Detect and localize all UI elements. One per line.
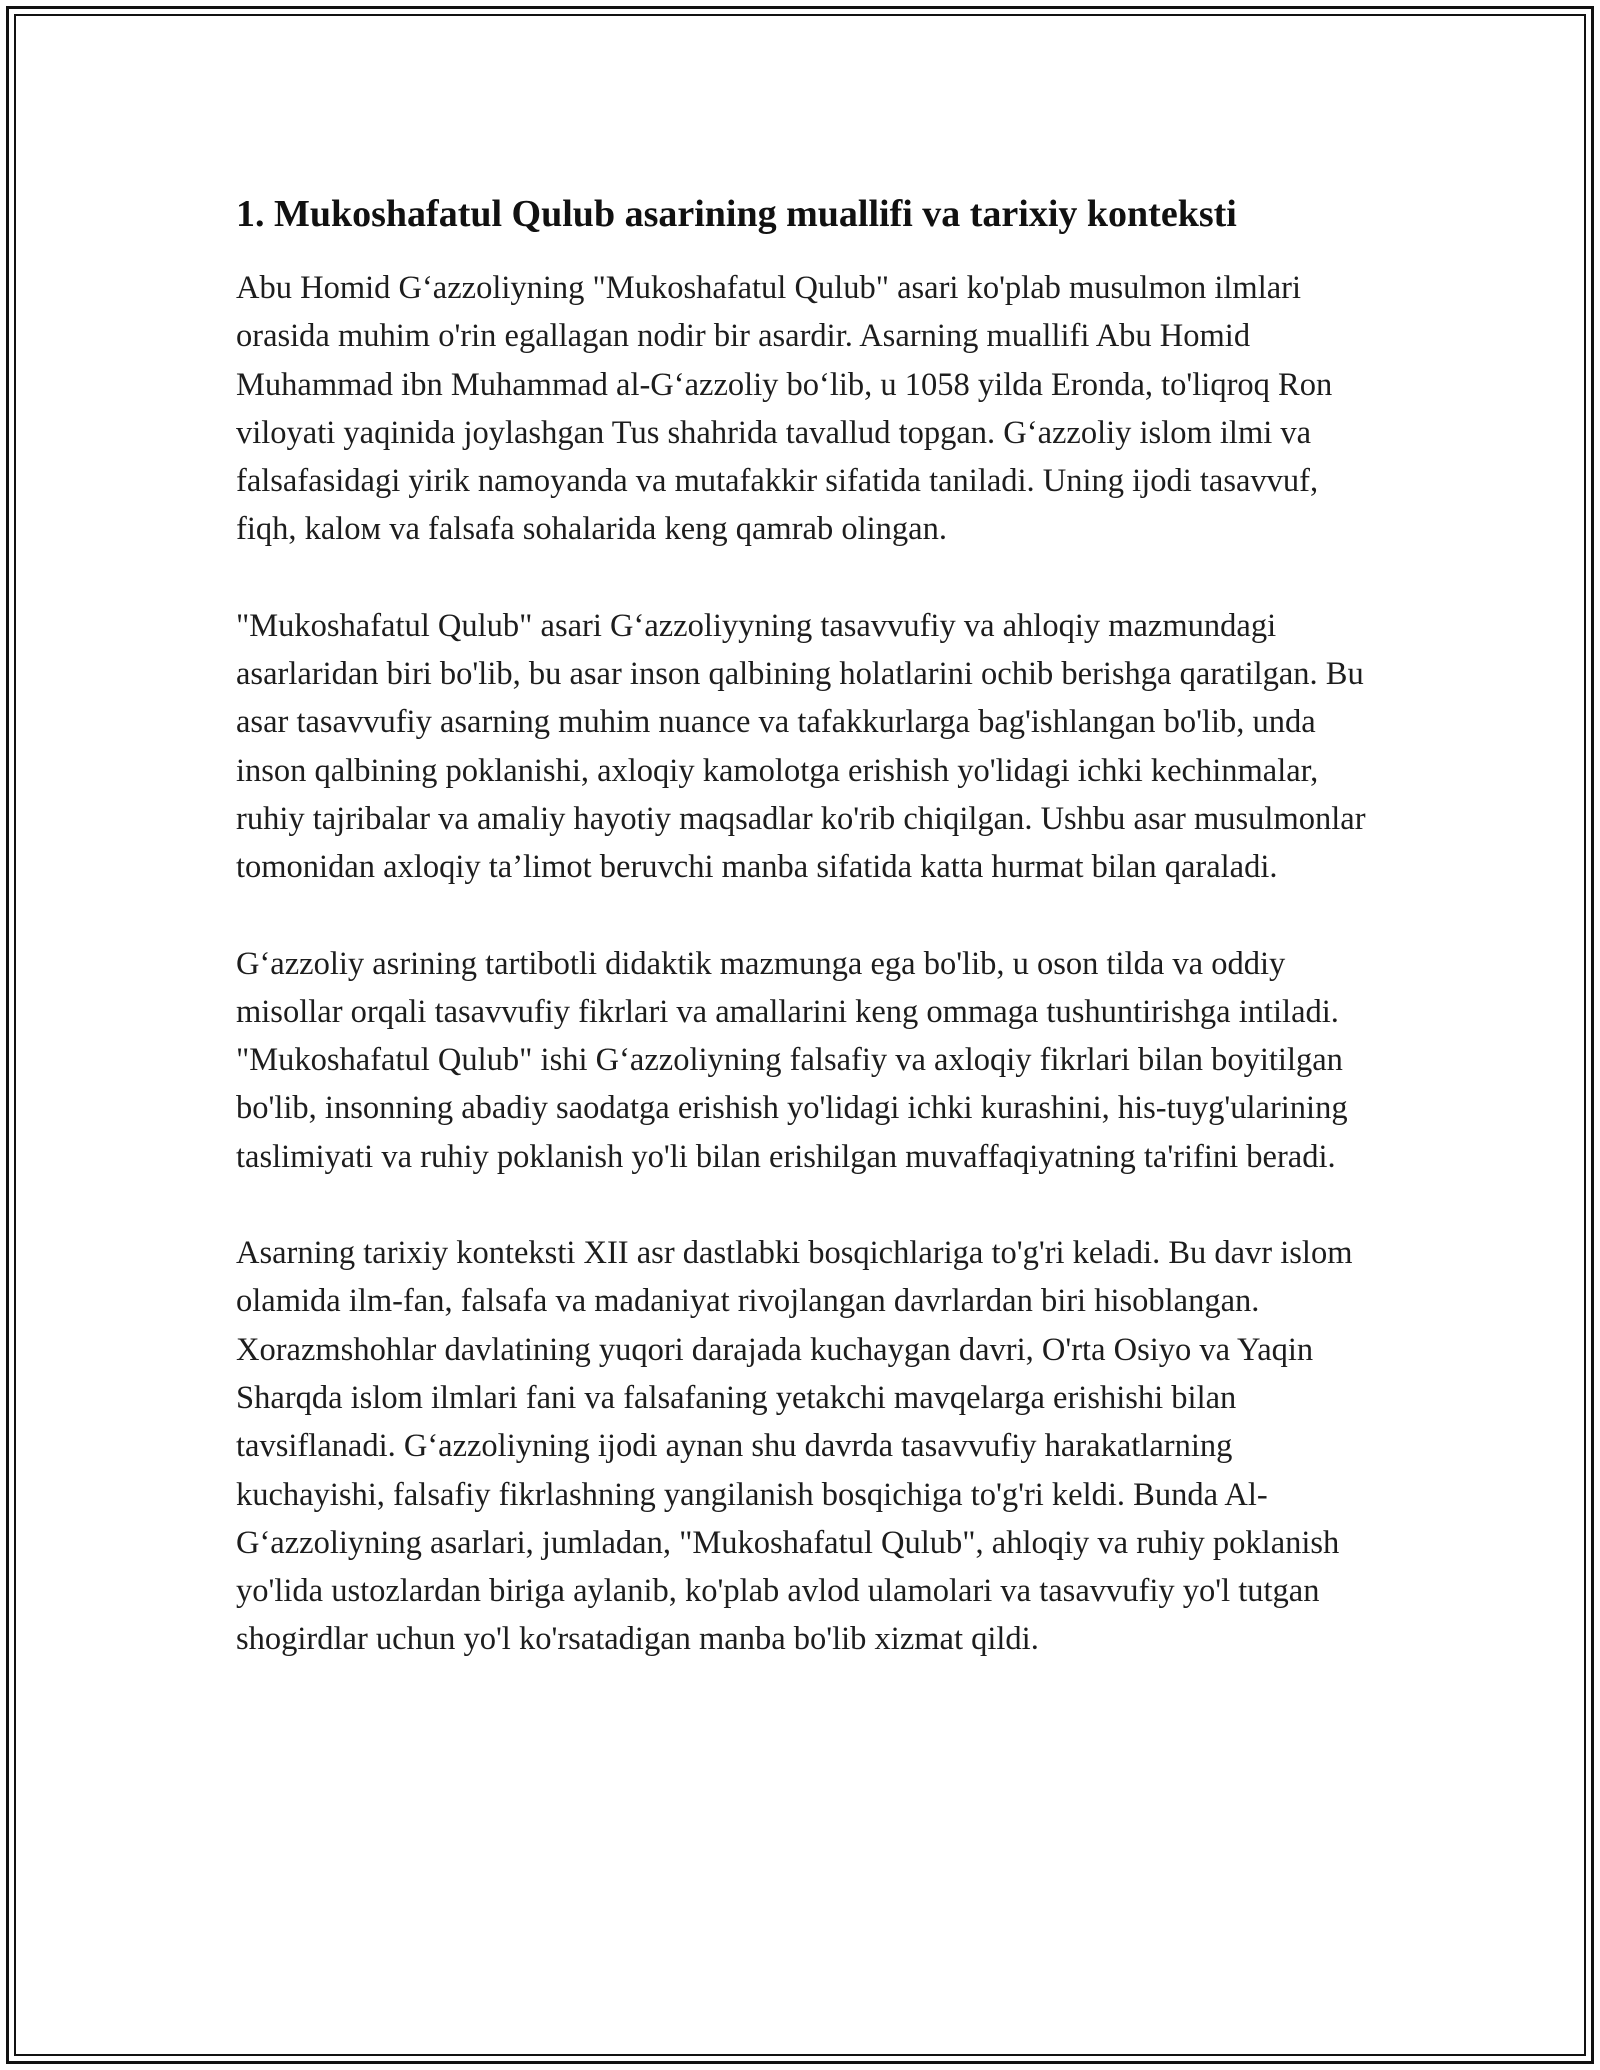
paragraph-didactic-style: G‘azzoliy asrining tartibotli didaktik mazmunga ega bo'lib, u oson tilda va oddiy misollar orqali tasavvufiy fikrlari va amallarini keng ommaga tushuntirishga intiladi. "Mukoshafatul Qulub" ishi G‘azzoliyning falsafiy va axloqiy fikrlari bilan boyitilgan bo'lib, insonning abadiy saodatga erishish yo'lidagi ichki kurashini, his-tuyg'ularining taslimiyati va ruhiy poklanish yo'li bilan erishilgan muvaffaqiyatning ta'rifini beradi. bbox=[236, 945, 1348, 1175]
paragraph-work-content: "Mukoshafatul Qulub" asari G‘azzoliyyning tasavvufiy va ahloqiy mazmundagi asarlaridan biri bo'lib, bu asar inson qalbining holatlarini ochib berishga qaratilgan. Bu asar tasavvufiy asarning muhim nuance va tafakkurlarga bag'ishlangan bo'lib, unda inson qalbining poklanishi, axloqiy kamolotga erishish yo'lidagi ichki kechinmalar, ruhiy tajribalar va amaliy hayotiy maqsadlar ko'rib chiqilgan. Ushbu asar musulmonlar tomonidan axloqiy ta’limot beruvchi manba sifatida katta hurmat bilan qaraladi. bbox=[236, 607, 1366, 886]
document-body bbox=[236, 188, 1376, 1712]
paragraph-historical-context: Asarning tarixiy konteksti XII asr dastlabki bosqichlariga to'g'ri keladi. Bu davr islom olamida ilm-fan, falsafa va madaniyat rivojlangan davrlardan biri hisoblangan. Xorazmshohlar davlatining yuqori darajada kuchaygan davri, O'rta Osiyo va Yaqin Sharqda islom ilmlari fani va falsafaning yetakchi mavqelarga erishishi bilan tavsiflanadi. G‘azzoliyning ijodi aynan shu davrda tasavvufiy harakatlarning kuchayishi, falsafiy fikrlashning yangilanish bosqichiga to'g'ri keldi. Bunda Al-G‘azzoliyning asarlari, jumladan, "Mukoshafatul Qulub", ahloqiy va ruhiy poklanish yo'lida ustozlardan biriga aylanib, ko'plab avlod ulamolari va tasavvufiy yo'l tutgan shogirdlar uchun yo'l ko'rsatadigan manba bo'lib xizmat qildi. bbox=[236, 1235, 1353, 1658]
paragraph-author-background: Abu Homid G‘azzoliyning "Mukoshafatul Qulub" asari ko'plab musulmon ilmlari orasida muhim o'rin egallagan nodir bir asardir. Asarning muallifi Abu Homid Muhammad ibn Muhammad al-G‘azzoliy bo‘lib, u 1058 yilda Eronda, to'liqroq Ron viloyati yaqinida joylashgan Tus shahrida tavallud topgan. G‘azzoliy islom ilmi va falsafasidagi yirik namoyanda va mutafakkir sifatida taniladi. Uning ijodi tasavvuf, fiqh, kaloм va falsafa sohalarida keng qamrab olingan. bbox=[236, 270, 1333, 548]
section-heading: 1. Mukoshafatul Qulub asarining muallifi va tarixiy konteksti bbox=[236, 193, 1237, 235]
